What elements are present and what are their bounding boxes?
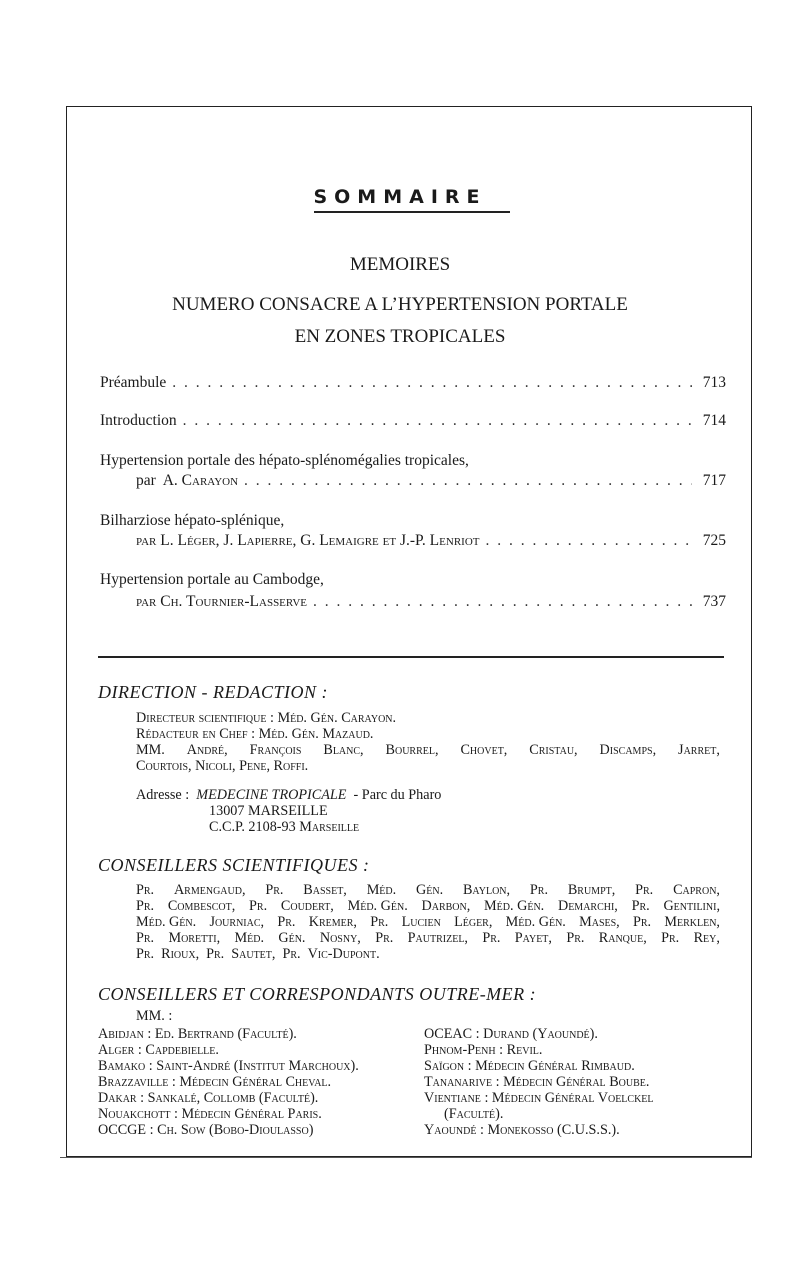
word: Kremer, [308, 914, 357, 930]
word: Capron, [673, 882, 720, 898]
word: Pr. [136, 930, 155, 946]
toc-entry-tournier [136, 593, 726, 611]
conseillers-line [136, 930, 720, 947]
adresse-label: Adresse : [136, 787, 190, 803]
word: MM. [136, 742, 165, 758]
word: Brumpt, [567, 882, 616, 898]
journal-name: MEDECINE TROPICALE [196, 787, 347, 803]
word: Pautrizel, [407, 930, 468, 946]
word: Bourrel, [385, 742, 439, 758]
toc-page: 713 [702, 374, 726, 391]
theme-line-2: EN ZONES TROPICALES [294, 326, 506, 347]
toc-entry-leger [136, 532, 726, 550]
word: Coudert, [280, 898, 334, 914]
toc-label: Introduction [100, 412, 177, 429]
toc-authors: par Ch. Tournier-Lasserve [136, 593, 308, 610]
word: Ranque, [598, 930, 647, 946]
word: Méd. Gén. [505, 914, 566, 930]
outremer-entry: Abidjan : Ed. Bertrand (Faculté). [98, 1026, 297, 1042]
word: Moretti, [168, 930, 221, 946]
word: Méd. Gén. [484, 898, 545, 914]
toc-title-leger: Bilharziose hépato-splénique, [100, 512, 285, 529]
word: Pr. [635, 882, 654, 898]
leader-dots [485, 532, 692, 550]
toc-title-tournier: Hypertension portale au Cambodge, [100, 571, 324, 588]
word: Pr. [206, 946, 225, 962]
outremer-entry: (Faculté). [444, 1106, 504, 1122]
members-line-1 [136, 742, 720, 759]
members-line-2: Courtois, Nicoli, Pene, Roffi. [136, 758, 309, 774]
word: Gén. [278, 930, 306, 946]
memoires-heading: MEMOIRES [349, 254, 451, 275]
section-divider [98, 656, 724, 658]
toc-entry-introduction [100, 412, 726, 430]
adresse-place: - Parc du Pharo [353, 787, 442, 803]
conseillers-heading: CONSEILLERS SCIENTIFIQUES : [98, 855, 370, 875]
word: Cristau, [529, 742, 578, 758]
outremer-entry: Bamako : Saint-André (Institut Marchoux). [98, 1058, 359, 1074]
word: Nosny, [319, 930, 361, 946]
outremer-entry: Saïgon : Médecin Général Rimbaud. [424, 1058, 635, 1074]
outremer-entry: Brazzaville : Médecin Général Cheval. [98, 1074, 332, 1090]
word: Demarchi, [557, 898, 618, 914]
toc-page: 725 [702, 532, 726, 549]
word: Pr. [136, 946, 155, 962]
word: Pr. [375, 930, 394, 946]
ccp-line: C.C.P. 2108-93 Marseille [209, 819, 360, 835]
word: Combescot, [167, 898, 236, 914]
conseillers-line [136, 898, 720, 915]
sommaire-underline [314, 211, 510, 213]
toc-page: 714 [702, 412, 726, 429]
word: Pr. [631, 898, 650, 914]
sommaire-title: SOMMAIRE [313, 186, 487, 208]
word: Méd. [366, 882, 397, 898]
outremer-entry: Nouakchott : Médecin Général Paris. [98, 1106, 322, 1122]
word: Pr. [566, 930, 585, 946]
word: Merklen, [664, 914, 720, 930]
directeur-line: Directeur scientifique : Méd. Gén. Carayon. [136, 710, 397, 726]
outremer-entry: Vientiane : Médecin Général Voelckel [424, 1090, 654, 1106]
word: Jarret, [678, 742, 720, 758]
author-name: Carayon [181, 472, 239, 489]
outremer-entry: Dakar : Sankalé, Collomb (Faculté). [98, 1090, 319, 1106]
toc-entry-carayon [136, 472, 726, 490]
conseillers-line [136, 914, 720, 931]
toc-page: 737 [702, 593, 726, 610]
word: Méd. [234, 930, 265, 946]
word: Payet, [514, 930, 552, 946]
word: Basset, [303, 882, 347, 898]
outremer-entry: OCCGE : Ch. Sow (Bobo-Dioulasso) [98, 1122, 314, 1138]
outremer-entry: Alger : Capdebielle. [98, 1042, 219, 1058]
word: Blanc, [323, 742, 364, 758]
word: Pr. [661, 930, 680, 946]
word: Méd. Gén. [347, 898, 408, 914]
word: Baylon, [462, 882, 511, 898]
word: Chovet, [460, 742, 508, 758]
word: Discamps, [599, 742, 657, 758]
outremer-entry: Yaoundé : Monekosso (C.U.S.S.). [424, 1122, 620, 1138]
word: Sautet, [231, 946, 276, 962]
toc-authors: par L. Léger, J. Lapierre, G. Lemaigre et J.-P. Lenriot [136, 532, 480, 549]
outremer-mm: MM. : [136, 1008, 173, 1024]
word: Méd. Gén. [136, 914, 197, 930]
word: Rioux, [161, 946, 200, 962]
outremer-entry: Tananarive : Médecin Général Boube. [424, 1074, 650, 1090]
word: Pr. [370, 914, 389, 930]
theme-line-1: NUMERO CONSACRE A L’HYPERTENSION PORTALE [172, 294, 628, 315]
word: Rey, [693, 930, 720, 946]
toc-authors [136, 472, 238, 490]
word: Pr. [136, 898, 155, 914]
word: Léger, [454, 914, 493, 930]
conseillers-line [136, 946, 380, 963]
word: Mases, [579, 914, 620, 930]
word: Pr. [136, 882, 155, 898]
par-word: par [136, 472, 156, 489]
leader-dots [183, 412, 692, 430]
toc-label: Préambule [100, 374, 167, 391]
outremer-heading: CONSEILLERS ET CORRESPONDANTS OUTRE-MER : [98, 984, 537, 1004]
direction-heading: DIRECTION - REDACTION : [98, 682, 328, 702]
word: Pr. [277, 914, 296, 930]
word: Pr. [265, 882, 284, 898]
word: Lucien [401, 914, 441, 930]
bottom-rule [60, 1157, 752, 1158]
word: François [249, 742, 302, 758]
leader-dots [313, 593, 692, 611]
word: Pr. [249, 898, 268, 914]
conseillers-line [136, 882, 720, 899]
author-initial: A. [162, 472, 178, 489]
toc-page: 717 [702, 472, 726, 489]
word: André, [186, 742, 228, 758]
word: Pr. [633, 914, 652, 930]
toc-title-carayon: Hypertension portale des hépato-splénomégalies tropicales, [100, 452, 469, 469]
word: Gén. [416, 882, 444, 898]
toc-entry-preambule [100, 374, 726, 392]
word: Vic-Dupont. [307, 946, 380, 962]
outremer-entry: Phnom-Penh : Revil. [424, 1042, 543, 1058]
word: Pr. [482, 930, 501, 946]
redacteur-line: Rédacteur en Chef : Méd. Gén. Mazaud. [136, 726, 374, 742]
word: Darbon, [421, 898, 471, 914]
outremer-entry: OCEAC : Durand (Yaoundé). [424, 1026, 598, 1042]
word: Gentilini, [663, 898, 720, 914]
leader-dots [244, 472, 692, 490]
adresse-line [136, 787, 441, 804]
word: Armengaud, [173, 882, 246, 898]
word: Pr. [529, 882, 548, 898]
word: Journiac, [209, 914, 265, 930]
adresse-city: 13007 MARSEILLE [209, 803, 328, 819]
leader-dots [172, 374, 692, 392]
word: Pr. [282, 946, 301, 962]
